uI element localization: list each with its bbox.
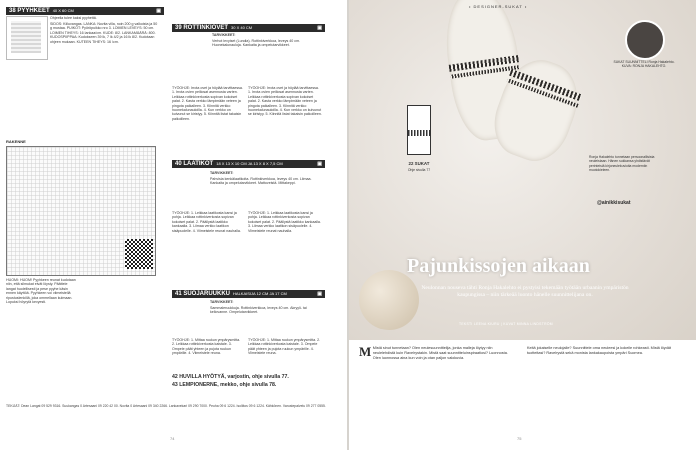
sock-diagram — [407, 105, 431, 155]
pattern-39-yarn: Verhot levyiset (Lundia). Rottinkiverkkoa, leveys 40 cm. Huonekalunauloja. Kankaita ja ompelutarvikkeet. — [212, 38, 301, 48]
pattern-40-text-cont: TYÖOHJE: 1. Leikkaa laatikosta kansi ja pohja. Leikkaa rottinkiverkosta sopivan kokoiset palat. 2. Päällystä laatikko kankaalla. 3. Liimaa verkko laatikon sisäpuolelle. 4. Viimeistele reunat nauhalla. — [248, 211, 321, 233]
designer-caption: SUKAT SUUNNITTELI Ronja Hakalehto. KUVA: RONJA HAKALEHTO. — [613, 60, 675, 69]
sock-number: 22 SUKAT — [408, 161, 430, 166]
pattern-39-size: 30 X 40 CM — [231, 25, 253, 30]
pattern-38-text: SIDOS: Kiiluvangas. LANKA: Novita villa, noin 200 g valkoista ja 50 g mustaa. PUIKOT: Pyöröpuikko nro 3. LOIMEN LEVEYS: 50 cm. LOIMEN TIHEYS: 16 lankaa/cm. KUDE: 8/2. LANKAMÄÄRÄ: 800. KUDOSPIIPPAA: Kudokseen 39 lk, 7 lk 4/2 ja 16 lk 8/2. Kudotaan ohjeen mukaan. KUTEEN TIHEYS: 16 /cm. — [50, 21, 158, 44]
pattern-38-title: 38 PYYHKEET — [9, 8, 50, 14]
left-page — [0, 0, 347, 450]
instagram-handle: @ainikkisukat — [597, 200, 631, 206]
pattern-38-size: 40 X 60 CM — [52, 8, 74, 13]
pattern-41-yarn: Sammaleruukkuja. Rottinkiverkkoa, leveys 40 cm. Akryyli- tai kellovanne. Ompelutarvikkeet. — [210, 305, 307, 315]
pattern-41-yarn-title: TARVIKKEET: — [210, 300, 234, 304]
pattern-39-yarn-title: TARVIKKEET: — [212, 33, 236, 37]
pattern-39-text-cont: TYÖOHJE: Irrota ovet ja höylää tarvittaessa. 1. Irrota ovien peiliosat asennusta varten. Leikkaa rottinkiverkosta sopivan kokoiset palat. 2. Kasta verkko lämpimään veteen ja pingota paikalleen. 3. Kiinnitä verkko huonekalunauloilla. 4. Kun verkko on kuivunut se kiristyy. 5. Kiinnitä listat takaisin paikoilleen. — [248, 86, 322, 117]
pattern-38-body — [50, 16, 160, 60]
designer-text: Ronja Hakalehto tunnetaan persoonallisista neuleistaan. Hänen sukkansa yhdistävät perinteisiä kirjoneulekuvioita moderniin muotokieleen. — [589, 155, 655, 173]
lead-text: Neulonnan nouseva tähti Ronja Hakalehto ei pystyisi tekemään työtään urbaanin ympäristön kaupungissa – niin tärkeää luonto hänelle suunnittelijana on. — [421, 285, 629, 298]
pattern-38-header — [6, 7, 164, 15]
supplier-footer: TEKIJÄT: Dean Langat 09 529 9316. Suukangas 0 Artesaani 09 220 42 00. Novita 0 Artesaani 09 340 2266. Lankavekari 09 290 7000. Peuha 09 6 1224. Isoliitos 09 6 1224. Kähkönen. Varustepalvelu 09 277 0555. — [6, 404, 326, 408]
pattern-40-title: 40 LAATIKOT — [175, 161, 214, 167]
pattern-40-yarn-title: TARVIKKEET: — [210, 171, 234, 175]
more-pattern-42: 42 HUVILLA HYÖTYÄ, varjostin, ohje sivulla 77. — [172, 374, 289, 380]
pattern-40-text: TYÖOHJE: 1. Leikkaa laatikosta kansi ja pohja. Leikkaa rottinkiverkosta sopivan kokoiset palat. 2. Päällystä laatikko kankaalla. 3. Liimaa verkko laatikon sisäpuolelle. 4. Viimeistele reunat nauhalla. — [172, 211, 241, 233]
pattern-41-size: HALKAISIJA 12 CM JA 17 CM — [233, 291, 287, 296]
feature-photo — [349, 0, 696, 340]
pattern-39-text: TYÖOHJE: Irrota ovet ja höylää tarvittaessa. 1. Irrota ovien peiliosat asennusta varten. Leikkaa rottinkiverkosta sopivan kokoiset palat. 2. Kasta verkko lämpimään veteen ja pingota paikalleen. 3. Kiinnitä verkko huonekalunauloilla. 4. Kun verkko on kuivunut se kiristyy. 5. Kiinnitä listat takaisin paikoilleen. — [172, 86, 243, 121]
camera-icon: ▣ — [317, 291, 322, 297]
pattern-38-notes: HUOMI: HUOM! Pyyhkeen reunat kudotaan niin, että silmukat eivät löysty. Päättele langat huolellisesti ja pese pyyhe käsin ennen käyttöä. Pyyhkeen voi viimeistellä ripustuslenkillä, joka ommellaan kulmaan. Lopuksi höyrytä kevyesti. — [6, 278, 76, 305]
page-number-right: 75 — [517, 436, 522, 441]
camera-icon: ▣ — [156, 8, 161, 14]
chart-label: RAKENNE — [6, 139, 26, 144]
pattern-38-photo — [6, 16, 48, 60]
designer-avatar — [625, 20, 665, 60]
drop-cap: M — [359, 346, 372, 359]
pattern-40-size: 18 X 13 X 10 CM JA 13 X 8 X 7,5 CM — [216, 161, 283, 166]
chart-pattern-block — [125, 239, 153, 269]
section-label: • DESIGNER-SUKAT • — [469, 4, 528, 9]
pattern-40-header — [172, 160, 325, 168]
pattern-41-text: TYÖOHJE: 1. Mittaa ruukun ympärysmitta. 2. Leikkaa rottinkiverkosta kaistale. 3. Ompele päät yhteen ja pujota ruukun ympärille. 4. Viimeistele reuna. — [172, 338, 241, 356]
pattern-38-yarn: Ohjeella tulee kaksi pyyhettä. — [50, 16, 97, 20]
yarn-ball — [359, 270, 419, 330]
camera-icon: ▣ — [317, 25, 322, 31]
page-number-left: 74 — [170, 436, 175, 441]
pattern-39-title: 39 ROTTINKIOVET — [175, 25, 229, 31]
sock-ref: Ohje sivulla 77 — [407, 168, 431, 172]
pattern-41-title: 41 SUOJARUUKKU — [175, 291, 231, 297]
pattern-39-yarn-box — [172, 33, 322, 71]
pattern-39-header — [172, 24, 325, 32]
camera-icon: ▣ — [317, 161, 322, 167]
byline: TEKSTI LEENA KIURU | KUVAT MINNA LINDSTRÖM — [459, 322, 553, 326]
interview-column-2: Keitä jokaiselle neulojalle? Suunnittele oma neuleesi ja kokeile rohkeasti. Mistä löydät tuotteitasi? Ravelrystä sekä monista lankakaupoista ympäri Suomea. — [527, 346, 671, 355]
towel-swatch — [11, 21, 41, 53]
pattern-40-yarn-box — [210, 171, 320, 207]
weave-chart — [6, 146, 156, 276]
interview-text-1: Mistä sinut tunnetaan? Olen neulesuunnittelija, jonka malleja löytyy niin neulelehdistä kuin Ravelrystakin. Mistä saat suunnitteluinspiraatiosi? Luonnosta. Olen luonnossa aina kun voin ja otan paljon valokuvia. — [372, 346, 508, 360]
interview-column-1 — [359, 346, 509, 432]
pattern-41-text-cont: TYÖOHJE: 1. Mittaa ruukun ympärysmitta. 2. Leikkaa rottinkiverkosta kaistale. 3. Ompele päät yhteen ja pujota ruukun ympärille. 4. Viimeistele reuna. — [248, 338, 321, 356]
headline: Pajunkissojen aikaan — [407, 255, 590, 277]
pattern-41-header — [172, 290, 325, 298]
pattern-40-yarn: Pahvisia kenkälaatikoita. Rottinkiverkkoa, leveys 40 cm. Liimaa. Kankaita ja ompelutarvikkeet. Mattoveistä. Mittakeppi. — [210, 176, 312, 186]
pattern-41-yarn-box — [210, 300, 320, 334]
right-page — [349, 0, 696, 450]
more-pattern-43: 43 LEMPIONERNE, mekko, ohje sivulla 78. — [172, 382, 277, 388]
